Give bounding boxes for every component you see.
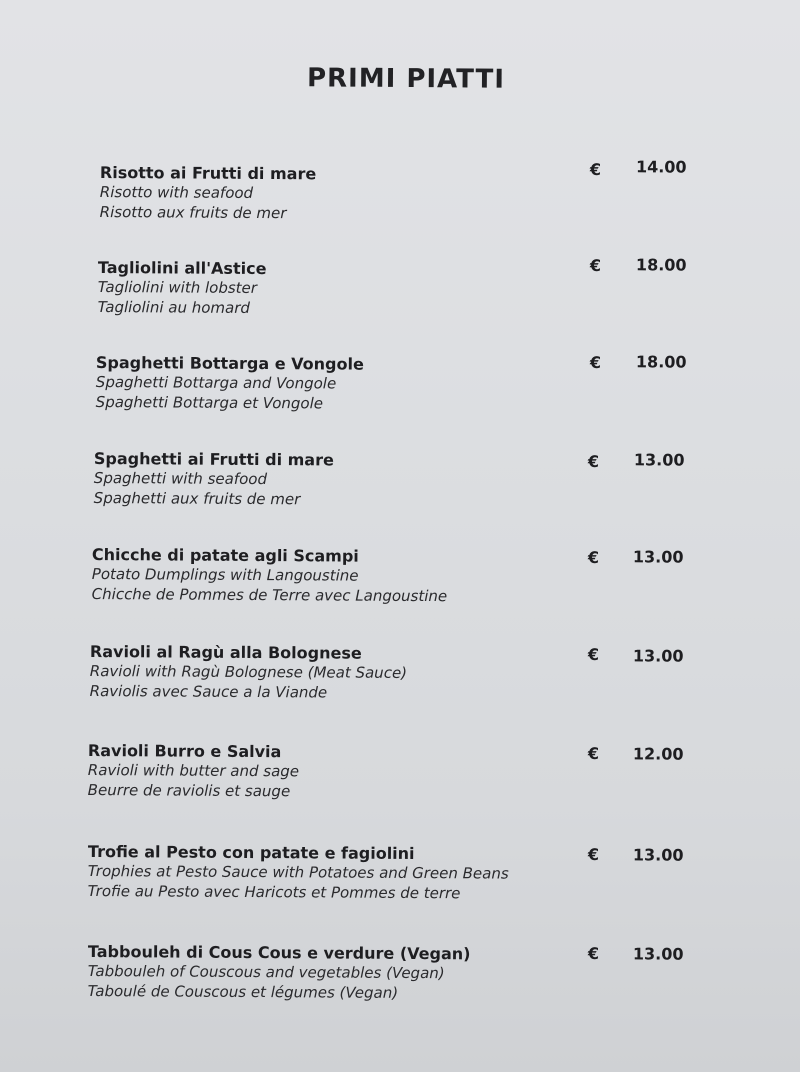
dish-french: Spaghetti aux fruits de mer	[93, 488, 301, 509]
dish-price: 13.00	[632, 944, 684, 964]
dish-english: Tabbouleh of Couscous and vegetables (Vegan)	[87, 961, 445, 983]
currency-symbol: €	[587, 645, 600, 665]
dish-french: Trofie au Pesto avec Haricots et Pommes de terre	[87, 881, 461, 903]
dish-name: Ravioli al Ragù alla Bolognese	[89, 642, 362, 663]
menu-item	[94, 449, 734, 525]
currency-symbol: €	[587, 845, 600, 865]
dish-price: 13.00	[632, 646, 684, 666]
currency-symbol: €	[587, 452, 600, 472]
menu-item	[90, 642, 730, 718]
currency-symbol: €	[587, 548, 600, 568]
menu-item	[88, 942, 728, 1018]
dish-name: Spaghetti ai Frutti di mare	[93, 449, 334, 470]
dish-price: 13.00	[633, 450, 685, 470]
dish-price: 13.00	[632, 845, 684, 865]
dish-price: 18.00	[635, 255, 687, 275]
dish-english: Tagliolini with lobster	[97, 277, 258, 297]
dish-english: Spaghetti Bottarga and Vongole	[95, 372, 337, 393]
dish-name: Spaghetti Bottarga e Vongole	[95, 353, 364, 374]
dish-english: Risotto with seafood	[99, 182, 254, 202]
dish-price: 12.00	[632, 744, 684, 764]
dish-price: 13.00	[632, 547, 684, 567]
currency-symbol: €	[589, 353, 602, 373]
dish-french: Tagliolini au homard	[97, 297, 250, 317]
dish-name: Tabbouleh di Cous Cous e verdure (Vegan)	[87, 942, 471, 964]
dish-name: Ravioli Burro e Salvia	[87, 741, 282, 762]
dish-english: Ravioli with Ragù Bolognese (Meat Sauce)	[89, 661, 408, 682]
menu-item	[88, 741, 728, 817]
page-title: PRIMI PIATTI	[306, 63, 506, 95]
currency-symbol: €	[587, 744, 600, 764]
dish-name: Trofie al Pesto con patate e fagiolini	[87, 842, 415, 863]
dish-french: Risotto aux fruits de mer	[99, 202, 287, 223]
dish-english: Potato Dumplings with Langoustine	[91, 564, 359, 585]
dish-english: Spaghetti with seafood	[93, 468, 268, 489]
dish-english: Ravioli with butter and sage	[87, 760, 300, 781]
dish-french: Spaghetti Bottarga et Vongole	[95, 392, 324, 413]
dish-name: Risotto ai Frutti di mare	[99, 163, 317, 184]
dish-french: Raviolis avec Sauce a la Viande	[89, 681, 328, 702]
dish-name: Tagliolini all'Astice	[97, 258, 267, 279]
currency-symbol: €	[587, 944, 600, 964]
currency-symbol: €	[589, 256, 602, 276]
dish-french: Chicche de Pommes de Terre avec Langoustine	[91, 584, 448, 606]
dish-english: Trophies at Pesto Sauce with Potatoes and Green Beans	[87, 861, 509, 883]
menu-item	[88, 842, 728, 918]
menu-item	[96, 353, 736, 429]
menu-item	[99, 157, 740, 239]
dish-french: Taboulé de Couscous et légumes (Vegan)	[87, 981, 399, 1002]
dish-price: 14.00	[635, 157, 687, 177]
currency-symbol: €	[589, 159, 602, 180]
menu-item	[97, 255, 738, 334]
dish-price: 18.00	[635, 352, 687, 372]
dish-name: Chicche di patate agli Scampi	[91, 545, 359, 566]
menu-item	[92, 545, 732, 621]
dish-french: Beurre de raviolis et sauge	[87, 780, 291, 801]
